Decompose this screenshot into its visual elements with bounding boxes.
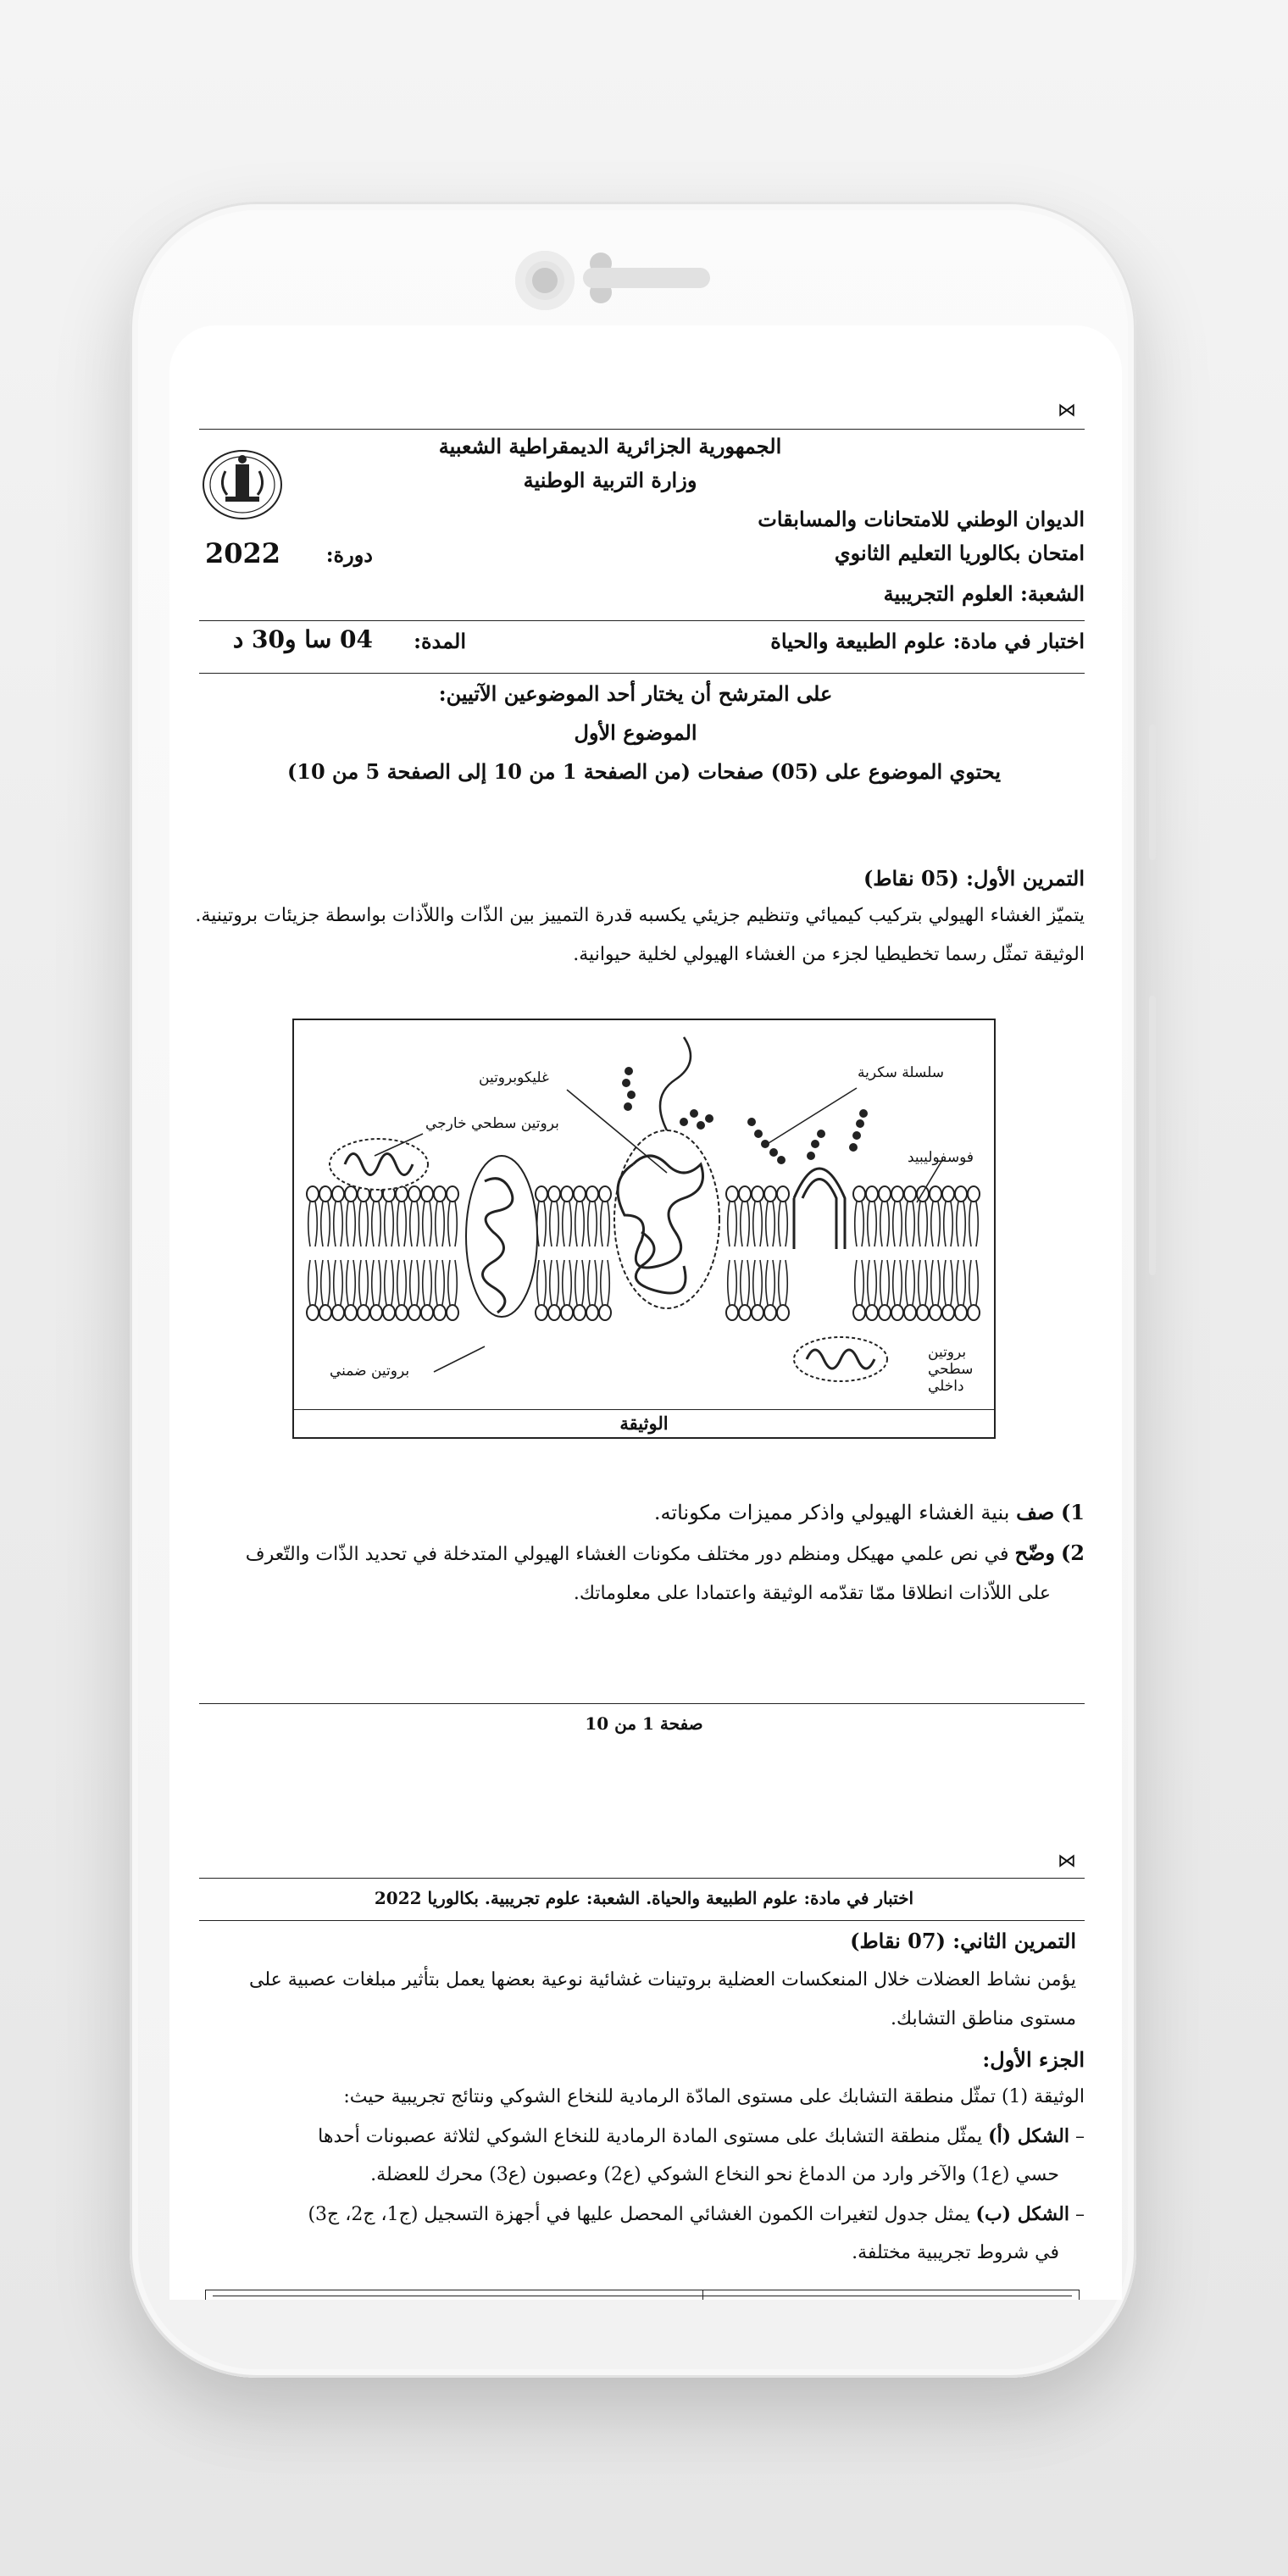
phospholipid-tail xyxy=(353,1260,355,1305)
phospholipid-tail xyxy=(436,1202,437,1246)
phospholipid-tail xyxy=(735,1260,736,1305)
phospholipid-tail xyxy=(366,1260,368,1305)
document-viewer[interactable] xyxy=(169,325,1122,2300)
phospholipid-tail xyxy=(773,1202,774,1246)
question-verb: صف xyxy=(1016,1500,1055,1524)
front-camera-icon xyxy=(515,251,575,310)
phospholipid-head xyxy=(586,1186,598,1202)
phospholipid-head xyxy=(968,1305,980,1320)
phospholipid-tail xyxy=(595,1260,597,1305)
phospholipid-tail xyxy=(391,1202,393,1246)
pages-info: يحتوي الموضوع على (05) صفحات (من الصفحة 1 من 10 إلى الصفحة 5 من 10) xyxy=(286,759,1002,784)
phospholipid-head xyxy=(307,1305,319,1320)
phospholipid-head xyxy=(917,1305,929,1320)
phospholipid-tail xyxy=(862,1202,863,1246)
phospholipid-tail xyxy=(601,1202,602,1246)
topic-title: الموضوع الأول xyxy=(574,720,697,745)
phospholipid-tail xyxy=(334,1260,336,1305)
phospholipid-tail xyxy=(448,1202,450,1246)
phospholipid-tail xyxy=(563,1202,564,1246)
figure-b-continued: في شروط تجريبية مختلفة. xyxy=(852,2242,1059,2263)
label-outer-protein: بروتين سطحي خارجي xyxy=(425,1115,559,1132)
phospholipid-tail xyxy=(976,1202,978,1246)
phospholipid-tail xyxy=(379,1260,380,1305)
phospholipid-tail xyxy=(537,1260,539,1305)
ministry-title: وزارة التربية الوطنية xyxy=(523,468,697,492)
phospholipid-tail xyxy=(855,1202,857,1246)
phospholipid-tail xyxy=(404,1260,406,1305)
phospholipid-head xyxy=(726,1305,738,1320)
phospholipid-tail xyxy=(931,1202,933,1246)
phospholipid-tail xyxy=(430,1202,431,1246)
divider xyxy=(199,673,1085,674)
phospholipid-tail xyxy=(315,1260,317,1305)
office-title: الديوان الوطني للامتحانات والمسابقات xyxy=(758,507,1085,531)
phospholipid-tail xyxy=(747,1260,749,1305)
phospholipid-head xyxy=(536,1186,547,1202)
phospholipid-head xyxy=(777,1305,789,1320)
figure-a-description: – الشكل (أ) يمثّل منطقة التشابك على مستوى المادة الرمادية للنخاع الشوكي لثلاثة عصبونات أحدها xyxy=(318,2125,1085,2147)
phospholipid-tail xyxy=(442,1260,444,1305)
divider xyxy=(199,620,1085,621)
phospholipid-tail xyxy=(608,1260,609,1305)
phospholipid-tail xyxy=(900,1202,902,1246)
phospholipid-head xyxy=(548,1186,560,1202)
figure-a-continued: حسي (ع1) والآخر وارد من الدماغ نحو النخاع الشوكي (ع2) وعصبون (ع3) محرك للعضلة. xyxy=(370,2164,1059,2185)
phospholipid-tail xyxy=(563,1260,564,1305)
phospholipid-head xyxy=(421,1305,433,1320)
figure-caption: الوثيقة xyxy=(294,1409,994,1437)
exercise1-title: التمرين الأول: (05 نقاط) xyxy=(863,866,1085,891)
phospholipid-tail xyxy=(760,1202,762,1246)
session-label: دورة: xyxy=(325,542,373,567)
phospholipid-tail xyxy=(410,1202,412,1246)
exercise2-para1: يؤمن نشاط العضلات خلال المنعكسات العضلية بروتينات غشائية نوعية بعضها يعمل بتأثير مبلغات عصبية على xyxy=(248,1969,1076,1990)
phospholipid-tail xyxy=(766,1260,768,1305)
question-2-continued: على اللاّذات انطلاقا ممّا تقدّمه الوثيقة واعتمادا على معلوماتك. xyxy=(573,1583,1051,1604)
phospholipid-head xyxy=(879,1305,891,1320)
phospholipid-tail xyxy=(779,1202,780,1246)
republic-title: الجمهورية الجزائرية الديمقراطية الشعبية xyxy=(438,434,782,458)
phospholipid-tail xyxy=(557,1260,558,1305)
phospholipid-tail xyxy=(397,1202,399,1246)
phospholipid-tail xyxy=(379,1202,380,1246)
exam-title: امتحان بكالوريا التعليم الثانوي xyxy=(834,541,1085,565)
phospholipid-tail xyxy=(944,1202,946,1246)
phospholipid-tail xyxy=(906,1260,908,1305)
exercise2-title: التمرين الثاني: (07 نقاط) xyxy=(850,1929,1076,1953)
figure-b-label: الشكل (ب) xyxy=(975,2203,1069,2225)
phospholipid-head xyxy=(739,1305,751,1320)
phospholipid-tail xyxy=(976,1260,978,1305)
label-inner-protein: داخلي xyxy=(928,1378,964,1395)
phospholipid-tail xyxy=(608,1202,609,1246)
phospholipid-tail xyxy=(569,1260,571,1305)
phospholipid-tail xyxy=(786,1202,787,1246)
phospholipid-tail xyxy=(601,1260,602,1305)
phospholipid-tail xyxy=(925,1260,927,1305)
phospholipid-head xyxy=(586,1305,598,1320)
question-text: بنية الغشاء الهيولي واذكر مميزات مكوناته. xyxy=(653,1501,1010,1524)
phospholipid-tail xyxy=(341,1260,342,1305)
phospholipid-tail xyxy=(893,1202,895,1246)
phospholipid-tail xyxy=(557,1202,558,1246)
phospholipid-head xyxy=(574,1186,586,1202)
question-1 xyxy=(220,1500,1085,1524)
phospholipid-tail xyxy=(397,1260,399,1305)
phospholipid-tail xyxy=(315,1202,317,1246)
phospholipid-tail xyxy=(404,1202,406,1246)
duration-label: المدة: xyxy=(414,629,466,653)
phospholipid-head xyxy=(777,1186,789,1202)
phospholipid-tail xyxy=(417,1202,419,1246)
phospholipid-head xyxy=(904,1186,916,1202)
phospholipid-tail xyxy=(588,1202,590,1246)
phospholipid-tail xyxy=(951,1202,952,1246)
phospholipid-head xyxy=(599,1186,611,1202)
phospholipid-head xyxy=(396,1186,408,1202)
phospholipid-tail xyxy=(417,1260,419,1305)
phospholipid-head xyxy=(536,1305,547,1320)
document1-intro: الوثيقة (1) تمثّل منطقة التشابك على مستوى المادّة الرمادية للنخاع الشوكي ونتائج تجريبية حيث: xyxy=(343,2086,1085,2107)
phospholipid-tail xyxy=(321,1202,323,1246)
divider xyxy=(199,429,1085,430)
phospholipid-head xyxy=(891,1305,903,1320)
phospholipid-tail xyxy=(372,1260,374,1305)
phospholipid-tail xyxy=(735,1202,736,1246)
phospholipid-head xyxy=(764,1305,776,1320)
phospholipid-tail xyxy=(385,1202,386,1246)
phospholipid-tail xyxy=(391,1260,393,1305)
phospholipid-tail xyxy=(900,1260,902,1305)
phospholipid-tail xyxy=(944,1260,946,1305)
phospholipid-tail xyxy=(347,1260,348,1305)
phospholipid-tail xyxy=(887,1260,889,1305)
phospholipid-tail xyxy=(868,1260,869,1305)
phospholipid-head xyxy=(955,1186,967,1202)
phospholipid-tail xyxy=(575,1202,577,1246)
phospholipid-tail xyxy=(359,1260,361,1305)
phospholipid-tail xyxy=(544,1260,546,1305)
figure-a-label: الشكل (أ) xyxy=(988,2125,1069,2147)
page-footer: صفحة 1 من 10 xyxy=(585,1713,703,1734)
phospholipid-tail xyxy=(931,1260,933,1305)
phospholipid-tail xyxy=(969,1202,971,1246)
phospholipid-tail xyxy=(442,1202,444,1246)
phospholipid-tail xyxy=(334,1202,336,1246)
duration-value: 04 سا و30 د xyxy=(232,625,373,653)
phospholipid-head xyxy=(574,1305,586,1320)
phospholipid-head xyxy=(955,1305,967,1320)
phospholipid-tail xyxy=(753,1202,755,1246)
phospholipid-tail xyxy=(448,1260,450,1305)
phospholipid-head xyxy=(930,1186,941,1202)
phospholipid-tail xyxy=(308,1202,310,1246)
figure-b-text: يمثل جدول لتغيرات الكمون الغشائي المحصل عليها في أجهزة التسجيل (ج1، ج2، ج3) xyxy=(308,2204,970,2225)
phospholipid-tail xyxy=(957,1260,958,1305)
data-table xyxy=(205,2290,1080,2300)
phospholipid-tail xyxy=(582,1202,584,1246)
phospholipid-head xyxy=(942,1186,954,1202)
phospholipid-head xyxy=(561,1305,573,1320)
label-glycoprotein: غليكوبروتين xyxy=(479,1069,549,1086)
phospholipid-head xyxy=(319,1305,331,1320)
phospholipid-tail xyxy=(741,1202,742,1246)
running-header: اختبار في مادة: علوم الطبيعة والحياة. الشعبة: علوم تجريبية. بكالوريا 2022 xyxy=(374,1888,914,1908)
phospholipid-head xyxy=(408,1305,420,1320)
phospholipid-tail xyxy=(773,1260,774,1305)
phospholipid-tail xyxy=(747,1202,749,1246)
phospholipid-head xyxy=(752,1186,763,1202)
bowtie-icon[interactable]: ⋈ xyxy=(1058,1851,1076,1872)
earpiece-speaker xyxy=(583,268,710,288)
phospholipid-tail xyxy=(359,1202,361,1246)
phospholipid-tail xyxy=(874,1202,876,1246)
phospholipid-head xyxy=(421,1186,433,1202)
phospholipid-tail xyxy=(436,1260,437,1305)
phospholipid-head xyxy=(434,1305,446,1320)
label-inner-protein: بروتين xyxy=(928,1344,967,1361)
label-sugar-chain: سلسلة سكرية xyxy=(858,1064,945,1081)
phospholipid-tail xyxy=(906,1202,908,1246)
phospholipid-tail xyxy=(880,1260,882,1305)
exercise1-para1: يتميّز الغشاء الهيولي بتركيب كيميائي وتنظيم جزيئي يكسبه قدرة التمييز بين الذّات واللاّذات بواسطة جزيئات بروتينية. xyxy=(195,905,1085,926)
phospholipid-tail xyxy=(913,1260,914,1305)
phospholipid-tail xyxy=(913,1202,914,1246)
phospholipid-head xyxy=(307,1186,319,1202)
question-number: 1) xyxy=(1060,1500,1085,1524)
phospholipid-tail xyxy=(455,1260,457,1305)
side-button xyxy=(1149,996,1156,1275)
phospholipid-tail xyxy=(430,1260,431,1305)
figure-b-description: – الشكل (ب) يمثل جدول لتغيرات الكمون الغشائي المحصل عليها في أجهزة التسجيل (ج1، ج2، ج3) xyxy=(308,2203,1085,2225)
exercise2-para1-continued: مستوى مناطق التشابك. xyxy=(890,2008,1076,2029)
phospholipid-head xyxy=(599,1305,611,1320)
ministry-emblem xyxy=(200,446,285,524)
question-2 xyxy=(186,1541,1085,1565)
phospholipid-tail xyxy=(728,1260,730,1305)
phospholipid-head xyxy=(879,1186,891,1202)
question-number: 2) xyxy=(1060,1541,1085,1565)
phospholipid-head xyxy=(332,1305,344,1320)
phospholipid-head xyxy=(891,1186,903,1202)
phospholipid-tail xyxy=(372,1202,374,1246)
phospholipid-tail xyxy=(919,1202,920,1246)
phospholipid-head xyxy=(726,1186,738,1202)
phospholipid-tail xyxy=(347,1202,348,1246)
phospholipid-head xyxy=(930,1305,941,1320)
phospholipid-tail xyxy=(308,1260,310,1305)
phospholipid-tail xyxy=(353,1202,355,1246)
membrane-figure xyxy=(292,1019,996,1439)
phospholipid-head xyxy=(447,1305,458,1320)
phospholipid-tail xyxy=(874,1260,876,1305)
phospholipid-tail xyxy=(963,1260,965,1305)
session-year: 2022 xyxy=(205,537,281,569)
phospholipid-head xyxy=(866,1305,878,1320)
phospholipid-tail xyxy=(582,1260,584,1305)
phospholipid-tail xyxy=(595,1202,597,1246)
phospholipid-tail xyxy=(321,1260,323,1305)
part1-title: الجزء الأول: xyxy=(982,2047,1085,2072)
phospholipid-tail xyxy=(550,1202,552,1246)
question-verb: وضّح xyxy=(1014,1541,1055,1565)
phospholipid-tail xyxy=(760,1260,762,1305)
phospholipid-tail xyxy=(544,1202,546,1246)
phospholipid-tail xyxy=(951,1260,952,1305)
question-text: في نص علمي مهيكل ومنظم دور مختلف مكونات الغشاء الهيولي المتدخلة في تحديد الذّات والتّعرف xyxy=(245,1544,1009,1565)
phospholipid-tail xyxy=(410,1260,412,1305)
phospholipid-tail xyxy=(880,1202,882,1246)
subject-label: اختبار في مادة: علوم الطبيعة والحياة xyxy=(770,629,1085,653)
phospholipid-tail xyxy=(741,1260,742,1305)
phospholipid-head xyxy=(345,1186,357,1202)
phospholipid-tail xyxy=(855,1260,857,1305)
bowtie-icon[interactable]: ⋈ xyxy=(1058,400,1076,421)
divider xyxy=(199,1920,1085,1921)
exercise1-para2: الوثيقة تمثّل رسما تخطيطيا لجزء من الغشاء الهيولي لخلية حيوانية. xyxy=(573,944,1085,965)
phospholipid-tail xyxy=(925,1202,927,1246)
phospholipid-tail xyxy=(385,1260,386,1305)
phospholipid-head xyxy=(561,1186,573,1202)
phospholipid-head xyxy=(396,1305,408,1320)
phospholipid-tail xyxy=(887,1202,889,1246)
phospholipid-tail xyxy=(963,1202,965,1246)
phospholipid-tail xyxy=(728,1202,730,1246)
label-integral-protein: بروتين ضمني xyxy=(330,1363,410,1380)
phospholipid-head xyxy=(358,1305,369,1320)
phospholipid-tail xyxy=(957,1202,958,1246)
phospholipid-tail xyxy=(779,1260,780,1305)
phospholipid-tail xyxy=(423,1260,425,1305)
phospholipid-tail xyxy=(366,1202,368,1246)
phospholipid-head xyxy=(408,1186,420,1202)
divider xyxy=(199,1703,1085,1704)
phospholipid-tail xyxy=(328,1202,330,1246)
phospholipid-tail xyxy=(786,1260,787,1305)
phospholipid-tail xyxy=(893,1260,895,1305)
phospholipid-tail xyxy=(938,1202,940,1246)
phospholipid-tail xyxy=(455,1202,457,1246)
phospholipid-head xyxy=(434,1186,446,1202)
phospholipid-head xyxy=(853,1186,865,1202)
phospholipid-tail xyxy=(423,1202,425,1246)
phospholipid-tail xyxy=(919,1260,920,1305)
figure-a-text: يمثّل منطقة التشابك على مستوى المادة الرمادية للنخاع الشوكي لثلاثة عصبونات أحدها xyxy=(318,2126,983,2147)
phospholipid-head xyxy=(332,1186,344,1202)
phospholipid-head xyxy=(383,1305,395,1320)
phospholipid-head xyxy=(739,1186,751,1202)
phospholipid-tail xyxy=(328,1260,330,1305)
branch-label: الشعبة: العلوم التجريبية xyxy=(883,581,1085,606)
phospholipid-tail xyxy=(569,1202,571,1246)
phospholipid-tail xyxy=(938,1260,940,1305)
phospholipid-tail xyxy=(862,1260,863,1305)
label-inner-protein: سطحي xyxy=(928,1361,974,1378)
side-button xyxy=(1149,724,1156,860)
phospholipid-head xyxy=(370,1305,382,1320)
phospholipid-head xyxy=(548,1305,560,1320)
phospholipid-head xyxy=(866,1186,878,1202)
phospholipid-tail xyxy=(868,1202,869,1246)
phospholipid-tail xyxy=(969,1260,971,1305)
phospholipid-tail xyxy=(575,1260,577,1305)
phospholipid-head xyxy=(764,1186,776,1202)
choose-instruction: على المترشح أن يختار أحد الموضوعين الآتيين: xyxy=(438,681,833,706)
phospholipid-tail xyxy=(588,1260,590,1305)
phospholipid-head xyxy=(752,1305,763,1320)
phospholipid-head xyxy=(345,1305,357,1320)
divider xyxy=(199,1878,1085,1879)
phospholipid-tail xyxy=(550,1260,552,1305)
phospholipid-head xyxy=(447,1186,458,1202)
label-phospholipid: فوسفوليبيد xyxy=(908,1149,974,1166)
phospholipid-head xyxy=(968,1186,980,1202)
phospholipid-tail xyxy=(753,1260,755,1305)
phospholipid-head xyxy=(319,1186,331,1202)
phospholipid-tail xyxy=(341,1202,342,1246)
phospholipid-tail xyxy=(766,1202,768,1246)
phospholipid-head xyxy=(942,1305,954,1320)
phospholipid-head xyxy=(853,1305,865,1320)
phospholipid-head xyxy=(904,1305,916,1320)
